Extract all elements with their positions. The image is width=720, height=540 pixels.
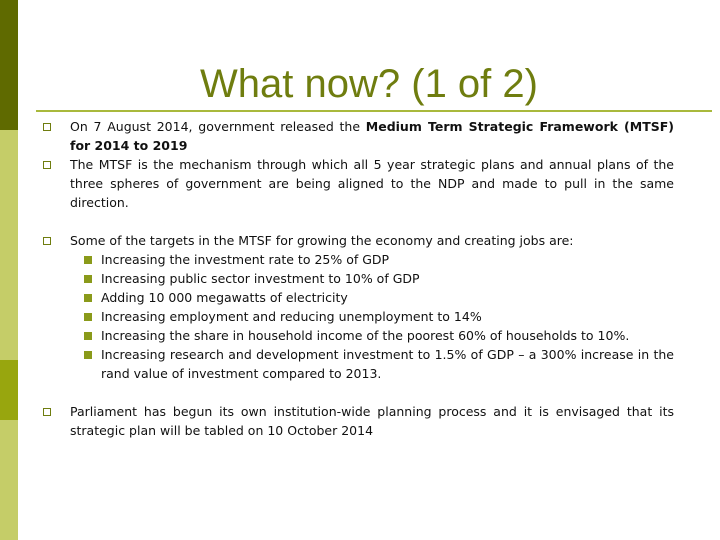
sub-bullet bbox=[70, 250, 674, 269]
sub-bullet bbox=[70, 326, 674, 345]
title-divider bbox=[36, 110, 712, 112]
square-bullet-icon bbox=[84, 313, 92, 321]
side-band-top bbox=[0, 0, 18, 130]
bullet-box-icon bbox=[43, 161, 51, 169]
bullet-mtsf-targets bbox=[0, 231, 720, 383]
square-bullet-icon bbox=[84, 294, 92, 302]
sub-bullet-text: Adding 10 000 megawatts of electricity bbox=[101, 290, 348, 305]
bullet-box-icon bbox=[43, 408, 51, 416]
sub-bullet-text: Increasing public sector investment to 10% of GDP bbox=[101, 271, 420, 286]
bullet-mtsf-release bbox=[0, 117, 720, 155]
bullet-parliament-plan bbox=[0, 402, 720, 440]
bullet-bold-text: Medium Term Strategic Framework (MTSF) for 2014 to 2019 bbox=[70, 119, 674, 153]
bullet-list bbox=[0, 117, 720, 440]
sub-bullet-text: Increasing the investment rate to 25% of GDP bbox=[101, 252, 390, 267]
bullet-mtsf-mechanism bbox=[0, 155, 720, 212]
sub-bullet bbox=[70, 288, 674, 307]
sub-bullet-text: Increasing research and development investment to 1.5% of GDP – a 300% increase in the rand value of investment compared to 2013. bbox=[101, 347, 674, 381]
square-bullet-icon bbox=[84, 275, 92, 283]
bullet-text: On 7 August 2014, government released the bbox=[70, 119, 366, 134]
bullet-text: Some of the targets in the MTSF for growing the economy and creating jobs are: bbox=[70, 233, 574, 248]
bullet-text: Parliament has begun its own institution-wide planning process and it is envisaged that its strategic plan will be tabled on 10 October 2014 bbox=[70, 404, 674, 438]
sub-bullet-text: Increasing employment and reducing unemployment to 14% bbox=[101, 309, 482, 324]
square-bullet-icon bbox=[84, 332, 92, 340]
sub-bullet bbox=[70, 345, 674, 383]
square-bullet-icon bbox=[84, 256, 92, 264]
bullet-box-icon bbox=[43, 237, 51, 245]
sub-bullet bbox=[70, 307, 674, 326]
sub-bullet bbox=[70, 269, 674, 288]
square-bullet-icon bbox=[84, 351, 92, 359]
bullet-box-icon bbox=[43, 123, 51, 131]
sub-bullet-text: Increasing the share in household income of the poorest 60% of households to 10%. bbox=[101, 328, 630, 343]
slide-title: What now? (1 of 2) bbox=[200, 62, 538, 106]
bullet-text: The MTSF is the mechanism through which all 5 year strategic plans and annual plans of the three spheres of government are being aligned to the NDP and made to pull in the same direction. bbox=[70, 157, 674, 210]
